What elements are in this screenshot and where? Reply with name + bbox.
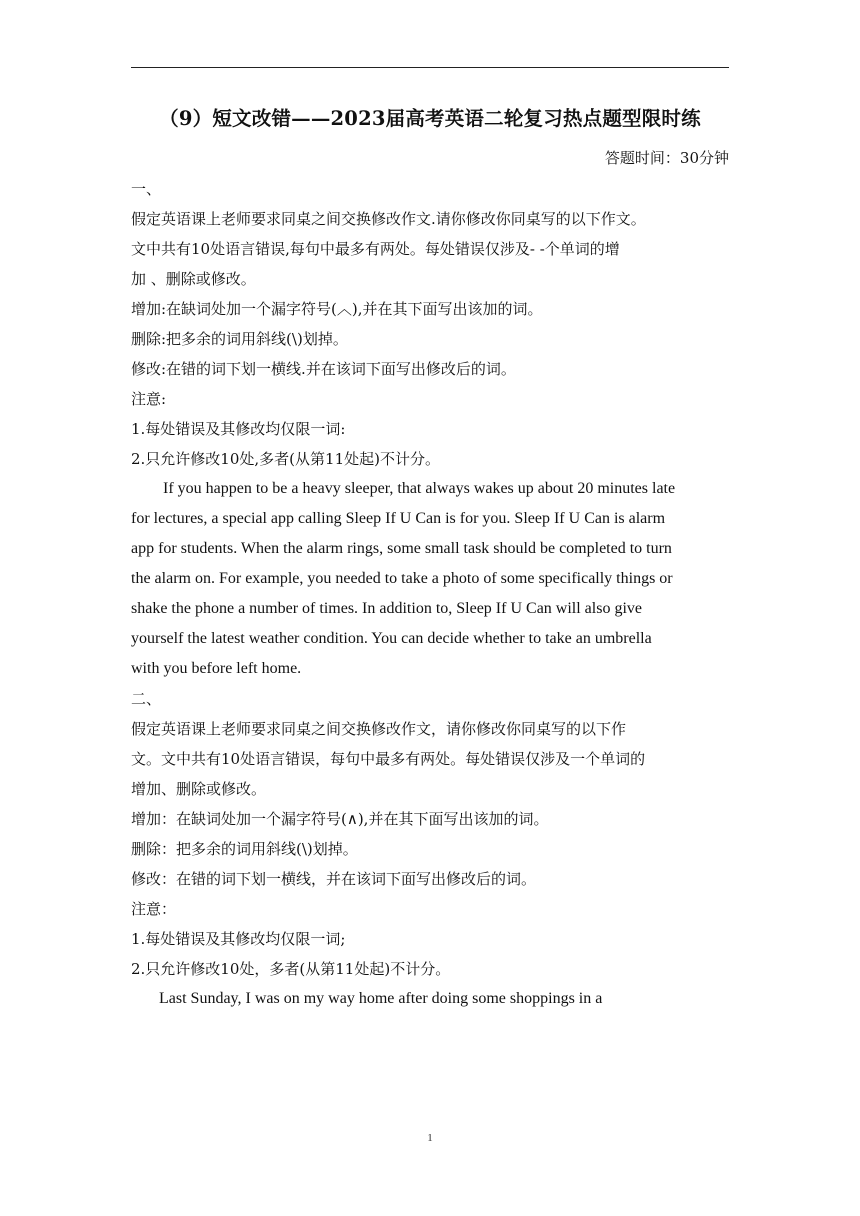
notes-label: 注意:	[131, 390, 167, 408]
passage-line: app for students. When the alarm rings, some small task should be completed to turn	[131, 540, 672, 557]
instruction-line: 增加、删除或修改。	[131, 780, 267, 798]
passage-line: shake the phone a number of times. In addition to, Sleep If U Can will also give	[131, 600, 642, 617]
rule-modify: 修改:在错的词下划一横线.并在该词下面写出修改后的词。	[131, 360, 516, 378]
page-title: （9）短文改错——2023届高考英语二轮复习热点题型限时练	[159, 107, 701, 130]
passage-line: If you happen to be a heavy sleeper, that always wakes up about 20 minutes late	[163, 480, 676, 497]
rule-modify: 修改：在错的词下划一横线，并在该词下面写出修改后的词。	[131, 870, 537, 888]
note-line: 2.只允许修改10处，多者(从第11处起)不计分。	[131, 960, 451, 978]
page-number: 1	[427, 1132, 433, 1144]
passage-line: yourself the latest weather condition. You can decide whether to take an umbrella	[131, 630, 652, 647]
passage-line: the alarm on. For example, you needed to take a photo of some specifically things or	[131, 570, 673, 587]
header-rule	[131, 67, 729, 68]
instruction-line: 文中共有10处语言错误,每句中最多有两处。每处错误仅涉及- -个单词的增	[131, 240, 620, 258]
instruction-line: 假定英语课上老师要求同桌之间交换修改作文.请你修改你同桌写的以下作文。	[131, 210, 646, 228]
section-label: 一、	[131, 180, 162, 198]
rule-delete: 删除：把多余的词用斜线(\)划掉。	[131, 840, 358, 858]
note-line: 1.每处错误及其修改均仅限一词:	[131, 420, 346, 438]
note-line: 2.只允许修改10处,多者(从第11处起)不计分。	[131, 450, 440, 468]
rule-add: 增加:在缺词处加一个漏字符号(︿),并在其下面写出该加的词。	[131, 300, 543, 318]
passage-line: with you before left home.	[131, 660, 302, 677]
section-label: 二、	[131, 690, 162, 708]
note-line: 1.每处错误及其修改均仅限一词;	[131, 930, 346, 948]
passage-line: Last Sunday, I was on my way home after doing some shoppings in a	[159, 990, 603, 1007]
passage-line: for lectures, a special app calling Sleep If U Can is for you. Sleep If U Can is alarm	[131, 510, 666, 527]
instruction-line: 加 、删除或修改。	[131, 270, 256, 288]
time-limit: 答题时间：30分钟	[604, 149, 729, 167]
notes-label: 注意：	[131, 900, 177, 918]
rule-add: 增加：在缺词处加一个漏字符号(∧),并在其下面写出该加的词。	[131, 810, 549, 828]
rule-delete: 删除:把多余的词用斜线(\)划掉。	[131, 330, 348, 348]
instruction-line: 假定英语课上老师要求同桌之间交换修改作文，请你修改你同桌写的以下作	[131, 720, 627, 738]
instruction-line: 文。文中共有10处语言错误，每句中最多有两处。每处错误仅涉及一个单词的	[131, 750, 646, 768]
document-body	[131, 174, 729, 1014]
